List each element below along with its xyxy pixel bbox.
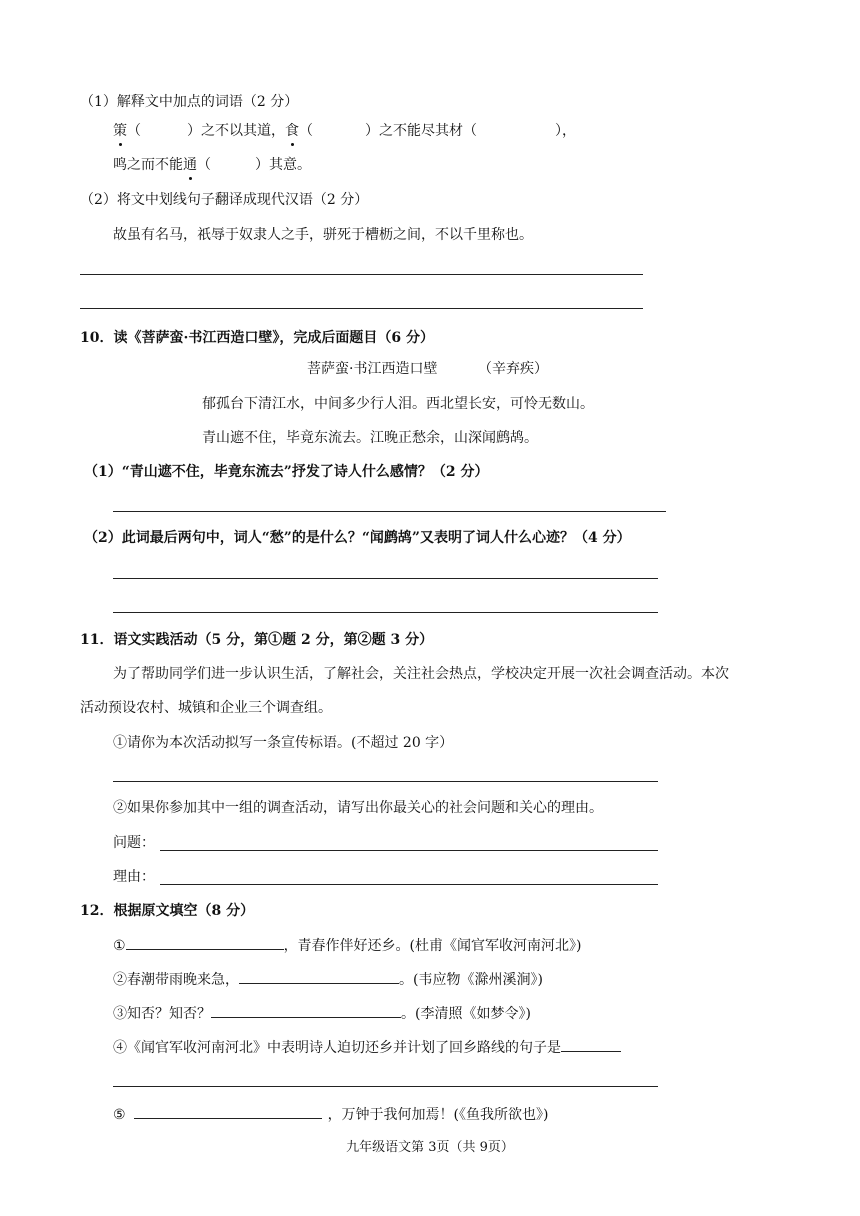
answer-line[interactable] xyxy=(113,578,658,579)
q10-heading: 10．读《菩萨蛮·书江西造口壁》，完成后面题目（6 分） xyxy=(80,330,434,346)
fill-blank[interactable] xyxy=(239,969,399,984)
fill-blank[interactable] xyxy=(561,1037,621,1052)
text-segment: ，万钟于我何加焉！(《鱼我所欲也》) xyxy=(327,1107,549,1123)
reason-answer-line[interactable] xyxy=(160,884,658,885)
q11-item2: ②如果你参加其中一组的调查活动，请写出你最关心的社会问题和关心的理由。 xyxy=(113,800,603,816)
text-segment: ④《闻官军收河南河北》中表明诗人迫切还乡并计划了回乡路线的句子是 xyxy=(113,1040,561,1056)
q9-sub2-sentence: 故虽有名马，祇辱于奴隶人之手，骈死于槽枥之间，不以千里称也。 xyxy=(113,227,533,243)
item-number: ① xyxy=(113,938,126,954)
dotted-word-ce: 策 xyxy=(113,123,127,139)
text-segment: ②春潮带雨晚来急， xyxy=(113,972,239,988)
dotted-word-si: 食 xyxy=(285,123,299,139)
q11-intro-line1: 为了帮助同学们进一步认识生活，了解社会，关注社会热点，学校决定开展一次社会调查活动。本次 xyxy=(113,666,729,682)
q12-heading: 12．根据原文填空（8 分） xyxy=(80,903,255,919)
q11-item1: ①请你为本次活动拟写一条宣传标语。(不超过 20 字） xyxy=(113,735,454,751)
answer-line[interactable] xyxy=(80,274,643,275)
text-segment: 。(李清照《如梦令》) xyxy=(401,1006,531,1022)
q9-sub1-line2 xyxy=(113,155,311,175)
page-footer: 九年级语文第 3页（共 9页） xyxy=(346,1140,514,1155)
text-segment: 鸣之而不能 xyxy=(113,157,183,173)
answer-line[interactable] xyxy=(113,511,666,512)
q9-sub1-line1 xyxy=(113,121,576,141)
text-segment: ）之不能尽其材 xyxy=(365,123,463,139)
fill-blank[interactable] xyxy=(126,935,284,950)
fill-blank[interactable] xyxy=(134,1104,322,1119)
poem-line-1: 郁孤台下清江水，中间多少行人泪。西北望长安，可怜无数山。 xyxy=(202,396,594,412)
answer-line[interactable] xyxy=(113,1086,658,1087)
fill-blank[interactable] xyxy=(211,1003,401,1018)
answer-line[interactable] xyxy=(113,781,658,782)
text-segment: 。(韦应物《滁州溪涧》) xyxy=(399,972,543,988)
poem-title: 菩萨蛮·书江西造口壁 xyxy=(307,361,438,377)
reason-label: 理由： xyxy=(113,869,155,885)
q11-heading: 11．语文实践活动（5 分，第①题 2 分，第②题 3 分） xyxy=(80,632,434,648)
poem-line-2: 青山遮不住，毕竟东流去。江晚正愁余，山深闻鹧鸪。 xyxy=(202,430,538,446)
paren-open: （ xyxy=(127,123,141,139)
text-segment: ）之不以其道， xyxy=(187,123,285,139)
text-segment: ③知否？知否？ xyxy=(113,1006,211,1022)
item-number: ⑤ xyxy=(113,1107,126,1123)
answer-line[interactable] xyxy=(113,612,658,613)
paren-open: （ xyxy=(299,123,313,139)
q12-item1 xyxy=(113,935,582,956)
q9-sub1-title: （1）解释文中加点的词语（2 分） xyxy=(80,94,299,110)
paren-open: （ xyxy=(197,157,211,173)
q12-item5 xyxy=(113,1104,549,1125)
q9-sub2-title: （2）将文中划线句子翻译成现代汉语（2 分） xyxy=(80,192,369,208)
answer-line[interactable] xyxy=(80,308,643,309)
q12-item2 xyxy=(113,969,543,990)
q12-item4 xyxy=(113,1037,621,1058)
question-answer-line[interactable] xyxy=(160,850,658,851)
poem-author: （辛弃疾） xyxy=(478,361,548,377)
q11-intro-line2: 活动预设农村、城镇和企业三个调查组。 xyxy=(80,700,332,716)
text-segment: ）， xyxy=(555,123,576,139)
q10-sub2: （2）此词最后两句中，词人“愁”的是什么？“闻鹧鸪”又表明了词人什么心迹？（4 分） xyxy=(84,530,631,546)
text-segment: ，青春作伴好还乡。(杜甫《闻官军收河南河北》) xyxy=(283,938,582,954)
dotted-word-tong: 通 xyxy=(183,157,197,173)
paren-open: （ xyxy=(463,123,477,139)
text-segment: ）其意。 xyxy=(255,157,311,173)
q12-item3 xyxy=(113,1003,531,1024)
q10-sub1: （1）“青山遮不住，毕竟东流去”抒发了诗人什么感情？（2 分） xyxy=(84,464,489,480)
question-label: 问题： xyxy=(113,835,155,851)
